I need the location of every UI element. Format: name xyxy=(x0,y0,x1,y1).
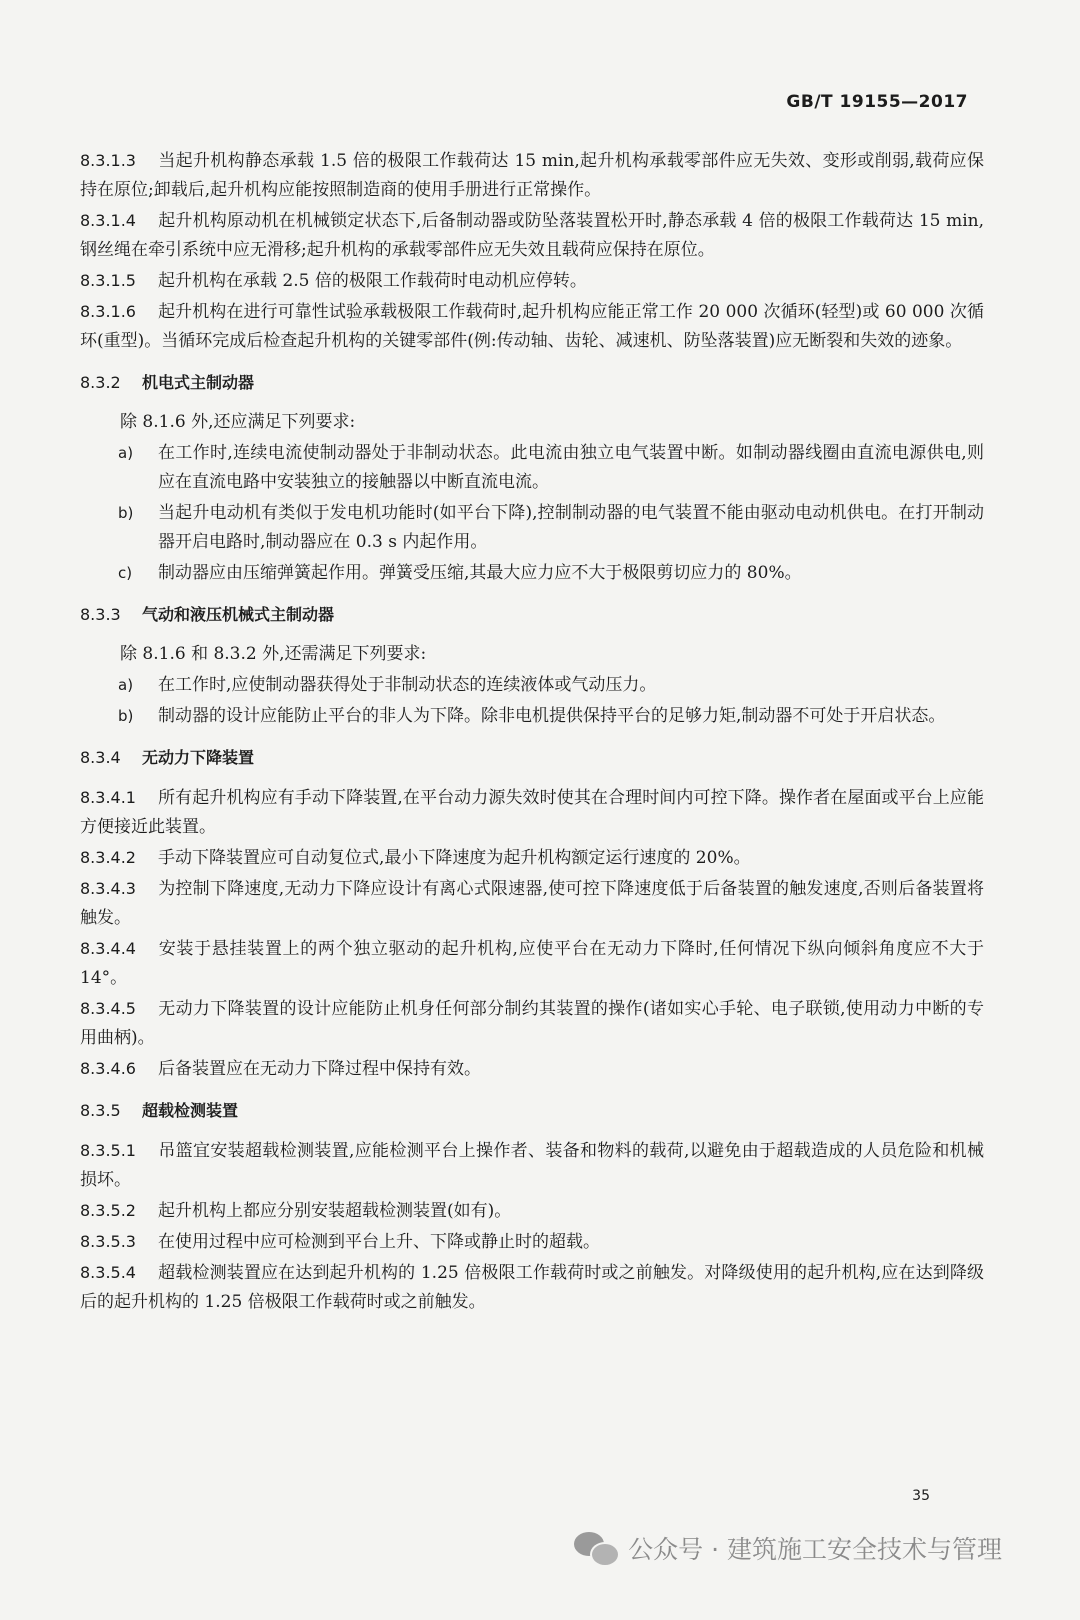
section-heading-8-3-4: 8.3.4 无动力下降装置 xyxy=(80,748,255,767)
wechat-icon xyxy=(574,1530,618,1566)
section-intro: 除 8.1.6 外,还应满足下列要求: xyxy=(120,412,356,432)
watermark-text: 公众号 · 建筑施工安全技术与管理 xyxy=(628,1535,1002,1564)
list-item: b) 制动器的设计应能防止平台的非人为下降。除非电机提供保持平台的足够力矩,制动器不可处于开启状态。 xyxy=(118,706,946,726)
clause-8-3-4-6: 8.3.4.6 后备装置应在无动力下降过程中保持有效。 xyxy=(80,1059,481,1079)
page-number: 35 xyxy=(912,1488,930,1504)
page-content xyxy=(80,146,984,1318)
clause-8-3-5-1: 8.3.5.1 吊篮宜安装超载检测装置,应能检测平台上操作者、装备和物料的载荷,以避免由于超载造成的人员危险和机械损坏。 xyxy=(80,1141,984,1190)
clause-8-3-4-3: 8.3.4.3 为控制下降速度,无动力下降应设计有离心式限速器,使可控下降速度低于后备装置的触发速度,否则后备装置将触发。 xyxy=(80,879,984,928)
clause-8-3-1-4: 8.3.1.4 起升机构原动机在机械锁定状态下,后备制动器或防坠落装置松开时,静态承载 4 倍的极限工作载荷达 15 min,钢丝绳在牵引系统中应无滑移;起升机构的承载零部件应无失效且载荷应保持在原位。 xyxy=(80,211,984,260)
watermark-footer xyxy=(574,1530,1002,1566)
clause-8-3-1-3: 8.3.1.3 当起升机构静态承载 1.5 倍的极限工作载荷达 15 min,起升机构承载零部件应无失效、变形或削弱,载荷应保持在原位;卸载后,起升机构应能按照制造商的使用手册进行正常操作。 xyxy=(80,151,984,200)
section-intro: 除 8.1.6 和 8.3.2 外,还需满足下列要求: xyxy=(120,644,427,664)
standard-number: GB/T 19155—2017 xyxy=(786,92,968,112)
section-heading-8-3-3: 8.3.3 气动和液压机械式主制动器 xyxy=(80,605,335,624)
section-heading-8-3-5: 8.3.5 超载检测装置 xyxy=(80,1101,239,1120)
list-item: a) 在工作时,应使制动器获得处于非制动状态的连续液体或气动压力。 xyxy=(118,675,657,695)
list-item: c) 制动器应由压缩弹簧起作用。弹簧受压缩,其最大应力应不大于极限剪切应力的 80%。 xyxy=(118,563,802,583)
clause-8-3-5-4: 8.3.5.4 超载检测装置应在达到起升机构的 1.25 倍极限工作载荷时或之前触发。对降级使用的起升机构,应在达到降级后的起升机构的 1.25 倍极限工作载荷时或之前触发。 xyxy=(80,1263,984,1312)
clause-8-3-4-1: 8.3.4.1 所有起升机构应有手动下降装置,在平台动力源失效时使其在合理时间内可控下降。操作者在屋面或平台上应能方便接近此装置。 xyxy=(80,788,984,837)
list-item: a) 在工作时,连续电流使制动器处于非制动状态。此电流由独立电气装置中断。如制动器线圈由直流电源供电,则应在直流电路中安装独立的接触器以中断直流电流。 xyxy=(118,443,984,492)
clause-8-3-4-4: 8.3.4.4 安装于悬挂装置上的两个独立驱动的起升机构,应使平台在无动力下降时,任何情况下纵向倾斜角度应不大于 14°。 xyxy=(80,939,984,988)
section-heading-8-3-2: 8.3.2 机电式主制动器 xyxy=(80,373,255,392)
clause-8-3-1-5: 8.3.1.5 起升机构在承载 2.5 倍的极限工作载荷时电动机应停转。 xyxy=(80,271,587,291)
clause-8-3-4-2: 8.3.4.2 手动下降装置应可自动复位式,最小下降速度为起升机构额定运行速度的 20%。 xyxy=(80,848,751,868)
clause-8-3-5-3: 8.3.5.3 在使用过程中应可检测到平台上升、下降或静止时的超载。 xyxy=(80,1232,600,1252)
list-item: b) 当起升电动机有类似于发电机功能时(如平台下降),控制制动器的电气装置不能由驱动电动机供电。在打开制动器开启电路时,制动器应在 0.3 s 内起作用。 xyxy=(118,503,984,552)
clause-8-3-1-6: 8.3.1.6 起升机构在进行可靠性试验承载极限工作载荷时,起升机构应能正常工作 20 000 次循环(轻型)或 60 000 次循环(重型)。当循环完成后检查起升机构的关键零部件(例:传动轴、齿轮、减速机、防坠落装置)应无断裂和失效的迹象。 xyxy=(80,302,984,351)
clause-8-3-4-5: 8.3.4.5 无动力下降装置的设计应能防止机身任何部分制约其装置的操作(诸如实心手轮、电子联锁,使用动力中断的专用曲柄)。 xyxy=(80,999,984,1048)
clause-8-3-5-2: 8.3.5.2 起升机构上都应分别安装超载检测装置(如有)。 xyxy=(80,1201,512,1221)
